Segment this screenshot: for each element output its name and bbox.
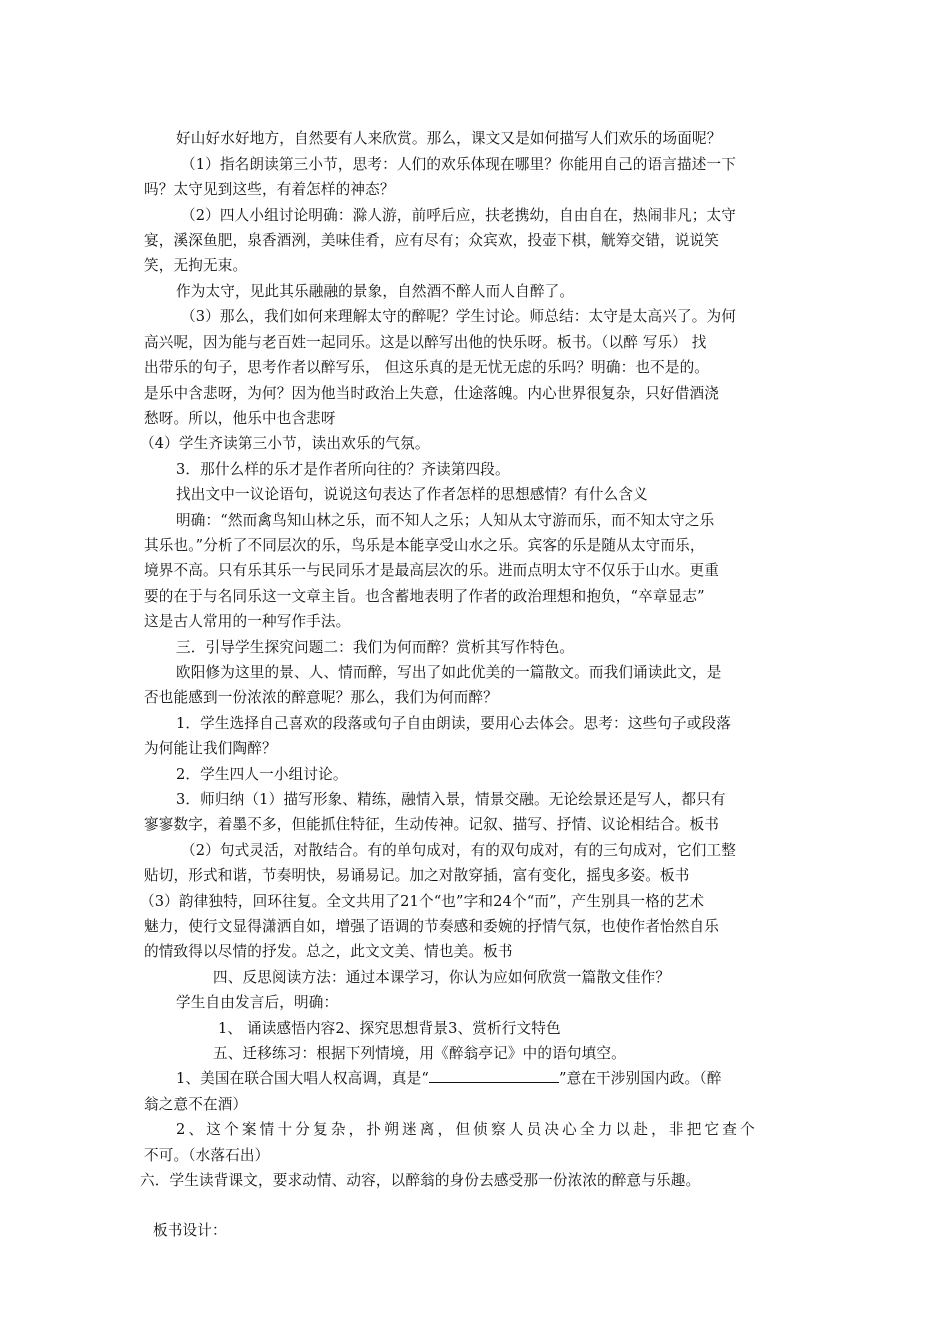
exercise-line	[176, 1066, 844, 1092]
paragraph-line: 四、反思阅读方法：通过本课学习，你认为应如何欣赏一篇散文佳作？	[213, 969, 671, 986]
paragraph-line: （4）学生齐读第三小节，读出欢乐的气氛。	[140, 435, 430, 452]
paragraph-line: 不可。（水落石出）	[144, 1147, 270, 1164]
paragraph-line: 为何能让我们陶醉？	[144, 740, 277, 757]
paragraph-line: 翁之意不在酒）	[144, 1096, 248, 1113]
paragraph-line: （2）句式灵活，对散结合。有的单句成对，有的双句成对，有的三句成对，它们工整	[181, 842, 736, 859]
paragraph-line: 吗？太守见到这些，有着怎样的神态？	[144, 181, 395, 198]
paragraph-line: 这是古人常用的一种写作手法。	[144, 613, 351, 630]
paragraph-line: 高兴呢，因为能与老百姓一起同乐。这是以醉写出他的快乐呀。板书。（以醉 写乐） 找	[144, 334, 707, 351]
paragraph-line: 的情致得以尽情的抒发。总之，此文文美、情也美。板书	[144, 943, 513, 960]
paragraph-line: 宴，溪深鱼肥，泉香酒洌，美味佳肴，应有尽有；众宾欢，投壶下棋，觥筹交错，说说笑	[144, 232, 720, 249]
paragraph-line: （1）指名朗读第三小节，思考：人们的欢乐体现在哪里？你能用自己的语言描述一下	[181, 156, 736, 173]
exercise-text-after: ”意在干涉别国内政。（醉	[558, 1070, 722, 1087]
paragraph-line: 明确：“然而禽鸟知山林之乐，而不知人之乐；人知从太守游而乐，而不知太守之乐	[176, 512, 715, 529]
paragraph-line: 其乐也。”分析了不同层次的乐，鸟乐是本能享受山水之乐。宾客的乐是随从太守而乐，	[144, 537, 705, 554]
paragraph-line: （3）那么，我们如何来理解太守的醉呢？学生讨论。师总结：太守是太高兴了。为何	[181, 308, 736, 325]
paragraph-line: 1、 诵读感悟内容2、探究思想背景3、赏析行文特色	[218, 1020, 561, 1037]
paragraph-line: 三．引导学生探究问题二：我们为何而醉？赏析其写作特色。	[176, 639, 575, 656]
paragraph-line: 是乐中含悲呀，为何？因为他当时政治上失意，仕途落魄。内心世界很复杂，只好借酒浇	[144, 385, 720, 402]
paragraph-line: 否也能感到一份浓浓的醉意呢？那么，我们为何而醉？	[144, 689, 498, 706]
paragraph-line: 1．学生选择自己喜欢的段落或句子自由朗读，要用心去体会。思考：这些句子或段落	[176, 715, 731, 732]
paragraph-line: 作为太守，见此其乐融融的景象，自然酒不醉人而人自醉了。	[176, 283, 575, 300]
paragraph-line: 好山好水好地方，自然要有人来欣赏。那么，课文又是如何描写人们欢乐的场面呢？	[176, 130, 722, 147]
paragraph-line: 2、这个案情十分复杂，扑朔迷离，但侦察人员决心全力以赴，非把它查个	[176, 1121, 758, 1138]
fill-in-blank	[429, 1068, 559, 1083]
paragraph-line: 2．学生四人一小组讨论。	[176, 766, 348, 783]
paragraph-line: 3．那什么样的乐才是作者所向往的？齐读第四段。	[176, 461, 510, 478]
paragraph-line: 出带乐的句子，思考作者以醉写乐， 但这乐真的是无忧无虑的乐吗？明确：也不是的。	[144, 359, 710, 376]
exercise-text-before: 1、美国在联合国大唱人权高调，真是“	[176, 1070, 429, 1087]
section-heading: 板书设计：	[153, 1222, 227, 1239]
paragraph-line: 境界不高。只有乐其乐一与民同乐才是最高层次的乐。进而点明太守不仅乐于山水。更重	[144, 562, 720, 579]
paragraph-line: 欧阳修为这里的景、人、情而醉，写出了如此优美的一篇散文。而我们诵读此文，是	[176, 664, 722, 681]
paragraph-line: 寥寥数字，着墨不多，但能抓住特征，生动传神。记叙、描写、抒情、议论相结合。板书	[144, 816, 720, 833]
paragraph-line: 贴切，形式和谐，节奏明快，易诵易记。加之对散穿插，富有变化，摇曳多姿。板书	[144, 867, 690, 884]
paragraph-line: 学生自由发言后，明确：	[176, 994, 339, 1011]
paragraph-line: 五、迁移练习：根据下列情境，用《醉翁亭记》中的语句填空。	[213, 1045, 626, 1062]
paragraph-line: 六．学生读背课文，要求动情、动容，以醉翁的身份去感受那一份浓浓的醉意与乐趣。	[140, 1172, 701, 1189]
paragraph-line: （3）韵律独特，回环往复。全文共用了21个“也”字和24个“而”，产生别具一格的艺术	[140, 893, 705, 910]
paragraph-line: 3．师归纳（1）描写形象、精练，融情入景，情景交融。无论绘景还是写人，都只有	[176, 791, 726, 808]
paragraph-line: （2）四人小组讨论明确：滁人游，前呼后应，扶老携幼，自由自在，热闹非凡；太守	[181, 207, 736, 224]
paragraph-line: 要的在于与名同乐这一文章主旨。也含蓄地表明了作者的政治理想和抱负，“卒章显志”	[144, 588, 705, 605]
paragraph-line: 找出文中一议论语句，说说这句表达了作者怎样的思想感情？有什么含义	[176, 486, 648, 503]
paragraph-line: 愁呀。所以，他乐中也含悲呀	[144, 410, 336, 427]
paragraph-line: 魅力，使行文显得潇洒自如，增强了语调的节奏感和委婉的抒情气氛，也使作者怡然自乐	[144, 918, 720, 935]
paragraph-line: 笑，无拘无束。	[144, 257, 248, 274]
